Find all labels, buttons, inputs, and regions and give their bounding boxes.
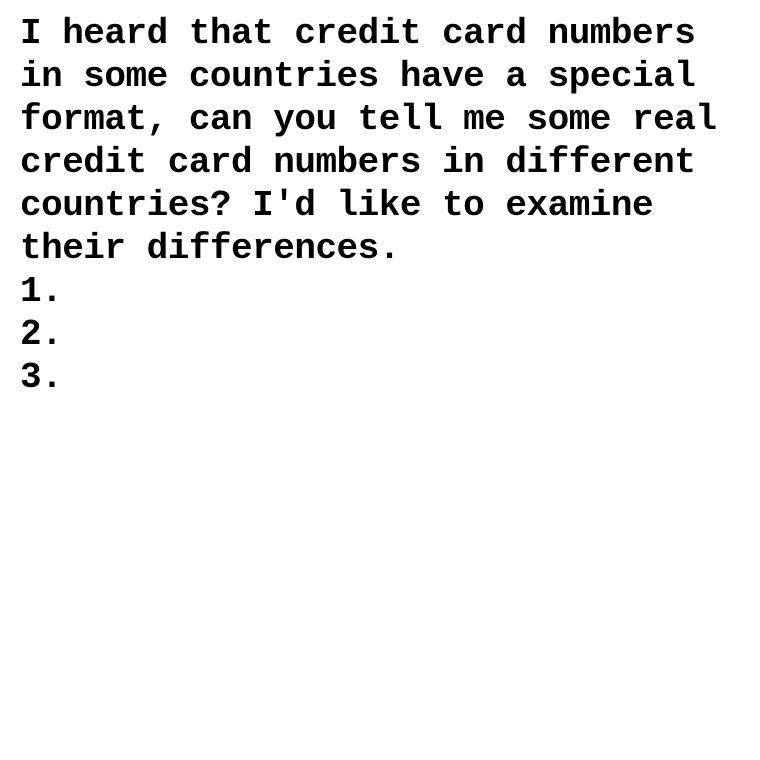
list-item-2: 2.: [20, 314, 63, 355]
list-item-3: 3.: [20, 357, 63, 398]
numbered-list: [20, 270, 745, 399]
list-item-1: 1.: [20, 271, 63, 312]
question-text: I heard that credit card numbers in some countries have a special format, can you tell me some real credit card numbers in different countries? I'd like to examine their differences.: [20, 13, 717, 269]
document-body: [20, 12, 745, 399]
